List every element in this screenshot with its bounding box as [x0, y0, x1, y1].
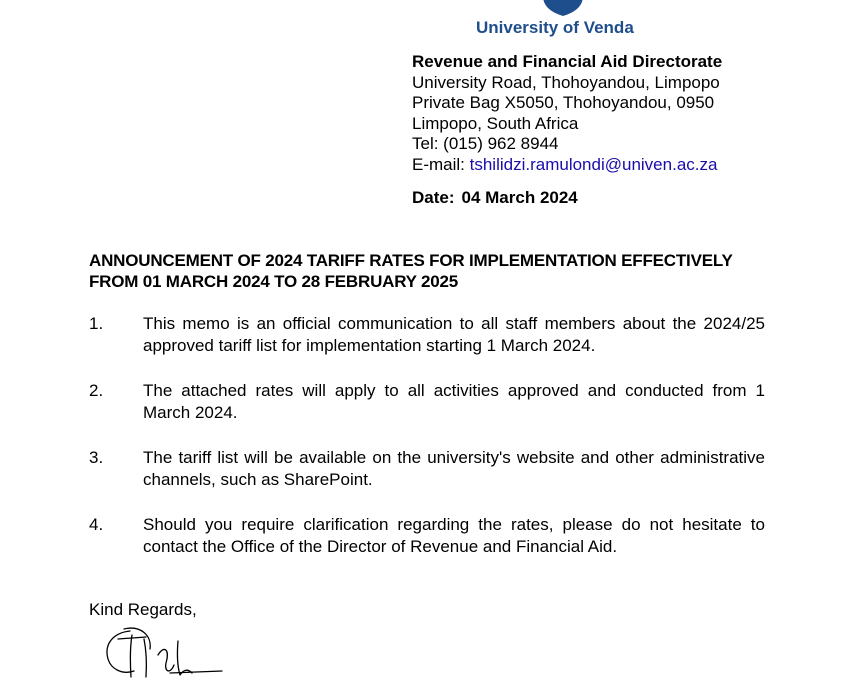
- university-crest-icon: [537, 0, 589, 16]
- sender-address-block: [412, 52, 722, 176]
- memo-item-text: This memo is an official communication to all staff members about the 2024/25 approved tariff list for implementation starting 1 March 2024.: [143, 314, 765, 355]
- address-line-1: University Road, Thohoyandou, Limpopo: [412, 72, 720, 92]
- memo-list: [89, 313, 765, 581]
- memo-item-text: The attached rates will apply to all activities approved and conducted from 1 March 2024.: [143, 381, 765, 422]
- closing-salutation: Kind Regards,: [89, 600, 197, 619]
- memo-title: ANNOUNCEMENT OF 2024 TARIFF RATES FOR IMPLEMENTATION EFFECTIVELY FROM 01 MARCH 2024 TO 28 FEBRUARY 2025: [89, 251, 733, 291]
- date-label: Date:: [412, 188, 455, 207]
- memo-item-number: 2.: [89, 381, 104, 400]
- memo-item-text: The tariff list will be available on the university's website and other administrative channels, such as SharePoint.: [143, 448, 765, 489]
- department-name: Revenue and Financial Aid Directorate: [412, 52, 723, 71]
- memo-item: [89, 447, 765, 514]
- memo-item-number: 4.: [89, 515, 104, 534]
- memo-item: [89, 313, 765, 380]
- university-name: University of Venda: [476, 18, 634, 37]
- email-label: E-mail:: [412, 154, 470, 174]
- memo-item: [89, 380, 765, 447]
- email-row: [412, 155, 722, 176]
- email-link[interactable]: tshilidzi.ramulondi@univen.ac.za: [469, 154, 718, 174]
- address-line-2: Private Bag X5050, Thohoyandou, 0950: [412, 93, 715, 113]
- memo-date: [412, 188, 578, 208]
- date-value: 04 March 2024: [461, 188, 578, 207]
- signature-image: [100, 625, 230, 680]
- memo-item-text: Should you require clarification regarding the rates, please do not hesitate to contact the Office of the Director of Revenue and Financial Aid.: [143, 515, 765, 556]
- memo-item: [89, 514, 765, 581]
- memo-item-number: 3.: [89, 448, 104, 467]
- address-line-3: Limpopo, South Africa: [412, 113, 579, 133]
- telephone: Tel: (015) 962 8944: [412, 134, 559, 154]
- memo-item-number: 1.: [89, 314, 104, 333]
